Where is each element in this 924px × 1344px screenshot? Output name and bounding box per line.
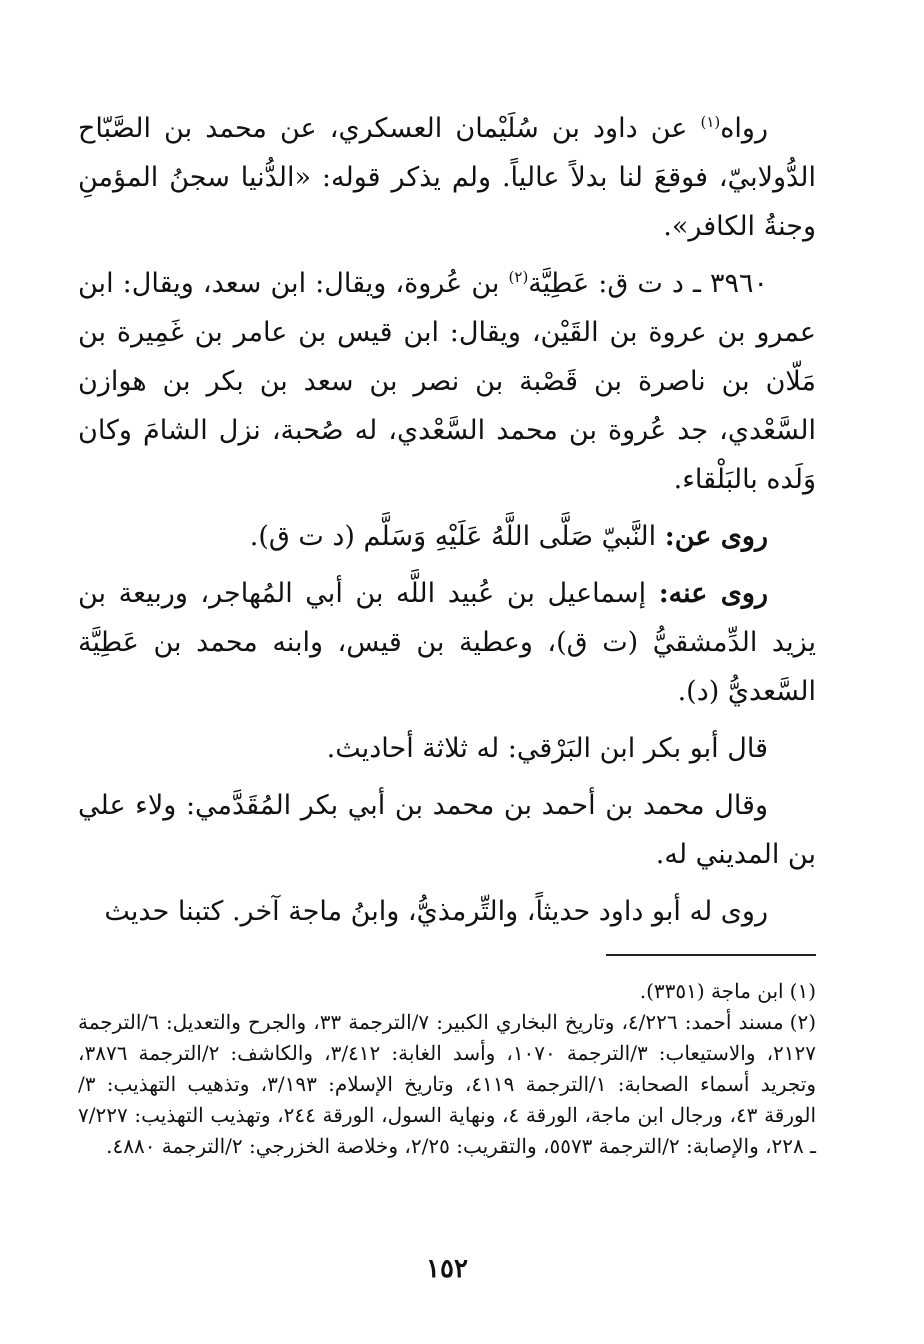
footnote-ref-1: (١) <box>700 113 721 131</box>
footnote-1: (١)ابن ماجة (٣٣٥١). <box>639 979 816 1003</box>
rawa-an-label: روى عن: <box>664 521 768 552</box>
paragraph-rawa-an: روى عن: النَّبيّ صَلَّى اللَّهُ عَلَيْهِ وَسَلَّم (د ت ق). <box>249 521 768 552</box>
paragraph-muqaddami: وقال محمد بن أحمد بن محمد بن أبي بكر المُقَدَّمي: ولاء علي بن المديني له. <box>78 790 816 870</box>
book-page <box>78 104 816 1284</box>
paragraph-riwayah: رواه$^{(١)}$ عن داود بن سُلَيْمان العسكري، عن محمد بن الصَّبّاح الدُّولابيّ، فوقعَ لنا بدلاً عالياً. ولم يذكر قوله: «الدُّنيا سجنُ المؤمنِ وجنةُ الكافر». <box>78 113 816 242</box>
footnotes <box>78 976 816 1162</box>
paragraph-barqi: قال أبو بكر ابن البَرْقي: له ثلاثة أحاديث. <box>326 733 768 764</box>
rawa-anhu-label: روى عنه: <box>658 578 769 609</box>
footnote-divider <box>606 954 816 956</box>
page-number: ١٥٢ <box>426 1254 468 1284</box>
paragraph-last: روى له أبو داود حديثاً، والتِّرمذيُّ، وابنُ ماجة آخر. كتبنا حديث <box>104 896 768 927</box>
paragraph-rawa-anhu: روى عنه: إسماعيل بن عُبيد اللَّه بن أبي المُهاجر، وربيعة بن يزيد الدِّمشقيُّ (ت ق)، وعطية بن قيس، وابنه محمد بن عَطِيَّة السَّعديُّ (د). <box>78 578 816 707</box>
footnote-ref-2: (٢) <box>508 268 529 286</box>
entry-3960: ٣٩٦٠ ـ د ت ق: عَطِيَّة$^{(٢)}$ بن عُروة، ويقال: ابن سعد، ويقال: ابن عمرو بن عروة بن القَيْن، ويقال: ابن قيس بن عامر بن غَمِيرة بن مَلّان بن ناصرة بن قَصْبة بن نصر بن سعد بن بكر بن هوازن السَّعْدي، جد عُروة بن محمد السَّعْدي، له صُحبة، نزل الشامَ وكان وَلَده بالبَلْقاء. <box>78 268 816 495</box>
main-text <box>78 104 816 936</box>
footnote-2: (٢)مسند أحمد: ٤/٢٢٦، وتاريخ البخاري الكبير: ٧/الترجمة ٣٣، والجرح والتعديل: ٦/الترجمة ٢١٢٧، والاستيعاب: ٣/الترجمة ١٠٧٠، وأسد الغابة: ٣/٤١٢، والكاشف: ٢/الترجمة ٣٨٧٦، وتجريد أسماء الصحابة: ١/الترجمة ٤١١٩، وتاريخ الإسلام: ٣/١٩٣، وتذهيب التهذيب: ٣/الورقة ٤٣، ورجال ابن ماجة، الورقة ٤، ونهاية السول، الورقة ٢٤٤، وتهذيب التهذيب: ٧/٢٢٧ ـ ٢٢٨، والإصابة: ٢/الترجمة ٥٥٧٣، والتقريب: ٢/٢٥، وخلاصة الخزرجي: ٢/الترجمة ٤٨٨٠. <box>78 1010 817 1158</box>
